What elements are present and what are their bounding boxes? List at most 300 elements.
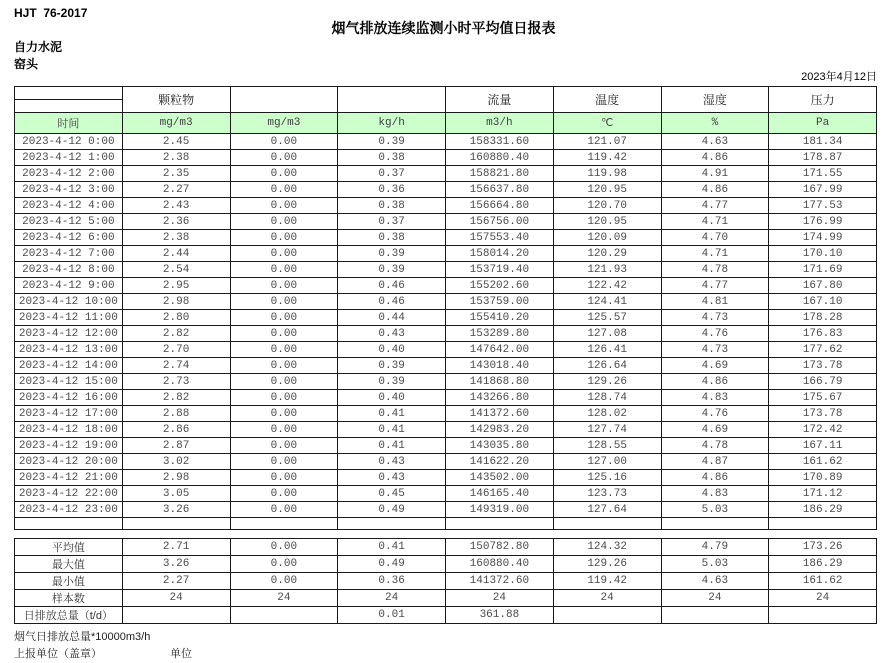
value-cell: 4.73 <box>661 310 769 326</box>
unit-label: 单位 <box>170 648 192 660</box>
value-cell: 158014.20 <box>446 246 554 262</box>
time-cell: 2023-4-12 0:00 <box>15 134 123 150</box>
spacer-cell <box>338 530 446 539</box>
value-cell: 2.87 <box>122 438 230 454</box>
value-cell: 167.11 <box>769 438 877 454</box>
table-row <box>15 134 877 150</box>
table-row <box>15 454 877 470</box>
spacer-row <box>15 530 877 539</box>
empty-cell <box>338 518 446 530</box>
summary-label: 最小值 <box>15 573 123 590</box>
value-cell: 0.43 <box>338 326 446 342</box>
value-cell: 0.46 <box>338 294 446 310</box>
time-cell: 2023-4-12 15:00 <box>15 374 123 390</box>
value-cell: 141868.80 <box>446 374 554 390</box>
value-cell: 127.08 <box>553 326 661 342</box>
column-group-header: 湿度 <box>661 87 769 113</box>
value-cell: 173.78 <box>769 358 877 374</box>
value-cell: 2.27 <box>122 182 230 198</box>
time-cell: 2023-4-12 23:00 <box>15 502 123 518</box>
value-cell: 177.62 <box>769 342 877 358</box>
value-cell: 141622.20 <box>446 454 554 470</box>
table-row <box>15 278 877 294</box>
value-cell: 0.38 <box>338 230 446 246</box>
value-cell: 0.00 <box>230 230 338 246</box>
column-unit-header: mg/m3 <box>122 113 230 134</box>
value-cell: 0.00 <box>230 166 338 182</box>
value-cell: 4.73 <box>661 342 769 358</box>
value-cell: 0.41 <box>338 438 446 454</box>
value-cell: 0.40 <box>338 390 446 406</box>
value-cell: 143035.80 <box>446 438 554 454</box>
value-cell: 2.95 <box>122 278 230 294</box>
value-cell: 120.70 <box>553 198 661 214</box>
value-cell: 119.98 <box>553 166 661 182</box>
value-cell: 155410.20 <box>446 310 554 326</box>
value-cell: 178.87 <box>769 150 877 166</box>
value-cell: 4.71 <box>661 246 769 262</box>
value-cell: 0.00 <box>230 198 338 214</box>
summary-value: 24 <box>338 590 446 607</box>
spacer-cell <box>661 530 769 539</box>
value-cell: 125.57 <box>553 310 661 326</box>
summary-value: 5.03 <box>661 556 769 573</box>
value-cell: 0.40 <box>338 342 446 358</box>
summary-value: 186.29 <box>769 556 877 573</box>
summary-label: 样本数 <box>15 590 123 607</box>
value-cell: 4.69 <box>661 358 769 374</box>
value-cell: 126.64 <box>553 358 661 374</box>
value-cell: 120.95 <box>553 214 661 230</box>
time-cell: 2023-4-12 10:00 <box>15 294 123 310</box>
value-cell: 174.99 <box>769 230 877 246</box>
value-cell: 172.42 <box>769 422 877 438</box>
table-row <box>15 310 877 326</box>
summary-value: 24 <box>769 590 877 607</box>
summary-value: 0.00 <box>230 556 338 573</box>
value-cell: 143018.40 <box>446 358 554 374</box>
value-cell: 146165.40 <box>446 486 554 502</box>
summary-value: 0.01 <box>338 607 446 624</box>
value-cell: 2.80 <box>122 310 230 326</box>
summary-value <box>230 607 338 624</box>
summary-value: 4.79 <box>661 539 769 556</box>
value-cell: 170.10 <box>769 246 877 262</box>
summary-value: 0.41 <box>338 539 446 556</box>
summary-value: 3.26 <box>122 556 230 573</box>
value-cell: 141372.60 <box>446 406 554 422</box>
value-cell: 2.38 <box>122 150 230 166</box>
value-cell: 0.00 <box>230 342 338 358</box>
value-cell: 125.16 <box>553 470 661 486</box>
value-cell: 153719.40 <box>446 262 554 278</box>
summary-value: 173.26 <box>769 539 877 556</box>
footer-note: 烟气日排放总量*10000m3/h <box>14 631 151 643</box>
value-cell: 156637.80 <box>446 182 554 198</box>
time-cell: 2023-4-12 4:00 <box>15 198 123 214</box>
column-unit-header: kg/h <box>338 113 446 134</box>
report-unit-label: 上报单位（盖章） <box>14 648 102 660</box>
summary-value <box>661 607 769 624</box>
value-cell: 122.42 <box>553 278 661 294</box>
value-cell: 2.45 <box>122 134 230 150</box>
summary-value: 24 <box>230 590 338 607</box>
value-cell: 4.78 <box>661 438 769 454</box>
time-cell: 2023-4-12 14:00 <box>15 358 123 374</box>
value-cell: 4.83 <box>661 486 769 502</box>
value-cell: 119.42 <box>553 150 661 166</box>
summary-label: 日排放总量（t/d） <box>15 607 123 624</box>
value-cell: 0.00 <box>230 390 338 406</box>
spacer-cell <box>122 530 230 539</box>
value-cell: 161.62 <box>769 454 877 470</box>
value-cell: 181.34 <box>769 134 877 150</box>
column-group-header: 流量 <box>446 87 554 113</box>
column-group-header <box>15 87 123 113</box>
column-group-header <box>230 87 338 113</box>
empty-cell <box>230 518 338 530</box>
time-cell: 2023-4-12 16:00 <box>15 390 123 406</box>
value-cell: 176.83 <box>769 326 877 342</box>
value-cell: 126.41 <box>553 342 661 358</box>
table-row <box>15 198 877 214</box>
value-cell: 173.78 <box>769 406 877 422</box>
table-row <box>15 502 877 518</box>
value-cell: 143502.00 <box>446 470 554 486</box>
table-row <box>15 358 877 374</box>
value-cell: 123.73 <box>553 486 661 502</box>
value-cell: 4.78 <box>661 262 769 278</box>
value-cell: 0.00 <box>230 374 338 390</box>
column-unit-header: Pa <box>769 113 877 134</box>
value-cell: 143266.80 <box>446 390 554 406</box>
value-cell: 0.00 <box>230 246 338 262</box>
time-cell: 2023-4-12 20:00 <box>15 454 123 470</box>
table-row <box>15 326 877 342</box>
empty-row <box>15 518 877 530</box>
column-unit-header: m3/h <box>446 113 554 134</box>
table-row <box>15 486 877 502</box>
empty-cell <box>15 518 123 530</box>
time-cell: 2023-4-12 18:00 <box>15 422 123 438</box>
value-cell: 3.02 <box>122 454 230 470</box>
table-row <box>15 406 877 422</box>
value-cell: 177.53 <box>769 198 877 214</box>
value-cell: 2.35 <box>122 166 230 182</box>
value-cell: 0.00 <box>230 150 338 166</box>
summary-value: 161.62 <box>769 573 877 590</box>
column-group-header <box>338 87 446 113</box>
value-cell: 129.26 <box>553 374 661 390</box>
column-unit-header: 时间 <box>15 113 123 134</box>
time-cell: 2023-4-12 8:00 <box>15 262 123 278</box>
empty-cell <box>661 518 769 530</box>
summary-value: 4.63 <box>661 573 769 590</box>
summary-value: 141372.60 <box>446 573 554 590</box>
column-group-header: 颗粒物 <box>122 87 230 113</box>
value-cell: 2.88 <box>122 406 230 422</box>
value-cell: 4.71 <box>661 214 769 230</box>
value-cell: 2.73 <box>122 374 230 390</box>
value-cell: 0.00 <box>230 438 338 454</box>
value-cell: 167.80 <box>769 278 877 294</box>
value-cell: 121.07 <box>553 134 661 150</box>
value-cell: 0.00 <box>230 214 338 230</box>
value-cell: 4.81 <box>661 294 769 310</box>
value-cell: 0.00 <box>230 134 338 150</box>
value-cell: 186.29 <box>769 502 877 518</box>
value-cell: 0.46 <box>338 278 446 294</box>
value-cell: 4.91 <box>661 166 769 182</box>
time-cell: 2023-4-12 11:00 <box>15 310 123 326</box>
summary-value: 119.42 <box>553 573 661 590</box>
time-cell: 2023-4-12 17:00 <box>15 406 123 422</box>
value-cell: 2.74 <box>122 358 230 374</box>
value-cell: 2.38 <box>122 230 230 246</box>
value-cell: 0.00 <box>230 502 338 518</box>
time-cell: 2023-4-12 2:00 <box>15 166 123 182</box>
value-cell: 0.37 <box>338 214 446 230</box>
value-cell: 4.86 <box>661 150 769 166</box>
summary-row <box>15 607 877 624</box>
value-cell: 2.44 <box>122 246 230 262</box>
value-cell: 167.99 <box>769 182 877 198</box>
standard-code: HJT 76-2017 <box>14 6 88 20</box>
value-cell: 4.83 <box>661 390 769 406</box>
value-cell: 171.12 <box>769 486 877 502</box>
summary-row <box>15 573 877 590</box>
table-row <box>15 438 877 454</box>
value-cell: 0.39 <box>338 246 446 262</box>
empty-cell <box>553 518 661 530</box>
summary-value: 24 <box>553 590 661 607</box>
table-row <box>15 262 877 278</box>
table-row <box>15 374 877 390</box>
column-group-header: 温度 <box>553 87 661 113</box>
value-cell: 0.00 <box>230 470 338 486</box>
value-cell: 120.09 <box>553 230 661 246</box>
time-cell: 2023-4-12 7:00 <box>15 246 123 262</box>
value-cell: 0.00 <box>230 406 338 422</box>
value-cell: 4.76 <box>661 326 769 342</box>
value-cell: 3.05 <box>122 486 230 502</box>
report-date: 2023年4月12日 <box>801 71 877 83</box>
time-cell: 2023-4-12 9:00 <box>15 278 123 294</box>
value-cell: 2.98 <box>122 294 230 310</box>
column-unit-header: mg/m3 <box>230 113 338 134</box>
spacer-cell <box>230 530 338 539</box>
value-cell: 0.36 <box>338 182 446 198</box>
value-cell: 0.39 <box>338 134 446 150</box>
summary-row <box>15 556 877 573</box>
summary-value: 2.71 <box>122 539 230 556</box>
value-cell: 0.37 <box>338 166 446 182</box>
spacer-cell <box>446 530 554 539</box>
summary-value: 124.32 <box>553 539 661 556</box>
value-cell: 2.70 <box>122 342 230 358</box>
value-cell: 128.02 <box>553 406 661 422</box>
table-row <box>15 230 877 246</box>
summary-value: 0.49 <box>338 556 446 573</box>
value-cell: 2.36 <box>122 214 230 230</box>
value-cell: 2.86 <box>122 422 230 438</box>
value-cell: 4.86 <box>661 470 769 486</box>
value-cell: 158331.60 <box>446 134 554 150</box>
table-row <box>15 246 877 262</box>
summary-value: 24 <box>446 590 554 607</box>
value-cell: 2.54 <box>122 262 230 278</box>
value-cell: 120.29 <box>553 246 661 262</box>
value-cell: 0.00 <box>230 262 338 278</box>
value-cell: 0.39 <box>338 358 446 374</box>
value-cell: 0.00 <box>230 278 338 294</box>
value-cell: 170.89 <box>769 470 877 486</box>
value-cell: 4.63 <box>661 134 769 150</box>
value-cell: 4.86 <box>661 374 769 390</box>
value-cell: 0.39 <box>338 374 446 390</box>
table-row <box>15 214 877 230</box>
time-cell: 2023-4-12 6:00 <box>15 230 123 246</box>
time-cell: 2023-4-12 5:00 <box>15 214 123 230</box>
value-cell: 128.74 <box>553 390 661 406</box>
value-cell: 166.79 <box>769 374 877 390</box>
value-cell: 0.38 <box>338 198 446 214</box>
value-cell: 4.87 <box>661 454 769 470</box>
value-cell: 128.55 <box>553 438 661 454</box>
column-unit-header: ℃ <box>553 113 661 134</box>
value-cell: 0.38 <box>338 150 446 166</box>
time-cell: 2023-4-12 19:00 <box>15 438 123 454</box>
column-group-header: 压力 <box>769 87 877 113</box>
header-split-line <box>15 87 122 100</box>
spacer-cell <box>15 530 123 539</box>
time-cell: 2023-4-12 13:00 <box>15 342 123 358</box>
summary-label: 最大值 <box>15 556 123 573</box>
value-cell: 157553.40 <box>446 230 554 246</box>
value-cell: 147642.00 <box>446 342 554 358</box>
value-cell: 171.55 <box>769 166 877 182</box>
time-cell: 2023-4-12 22:00 <box>15 486 123 502</box>
value-cell: 156756.00 <box>446 214 554 230</box>
value-cell: 0.00 <box>230 486 338 502</box>
value-cell: 176.99 <box>769 214 877 230</box>
summary-value <box>553 607 661 624</box>
table-row <box>15 422 877 438</box>
table-row <box>15 182 877 198</box>
table-row <box>15 390 877 406</box>
value-cell: 0.00 <box>230 358 338 374</box>
value-cell: 5.03 <box>661 502 769 518</box>
value-cell: 4.86 <box>661 182 769 198</box>
value-cell: 175.67 <box>769 390 877 406</box>
time-cell: 2023-4-12 3:00 <box>15 182 123 198</box>
value-cell: 121.93 <box>553 262 661 278</box>
column-unit-header: % <box>661 113 769 134</box>
value-cell: 127.00 <box>553 454 661 470</box>
table-row <box>15 342 877 358</box>
value-cell: 2.82 <box>122 326 230 342</box>
value-cell: 4.69 <box>661 422 769 438</box>
empty-cell <box>122 518 230 530</box>
summary-value: 129.26 <box>553 556 661 573</box>
value-cell: 127.74 <box>553 422 661 438</box>
summary-value: 0.36 <box>338 573 446 590</box>
value-cell: 4.76 <box>661 406 769 422</box>
value-cell: 0.41 <box>338 406 446 422</box>
summary-value: 24 <box>661 590 769 607</box>
value-cell: 0.44 <box>338 310 446 326</box>
summary-value: 2.27 <box>122 573 230 590</box>
spacer-cell <box>553 530 661 539</box>
summary-value: 24 <box>122 590 230 607</box>
value-cell: 0.00 <box>230 422 338 438</box>
value-cell: 153759.00 <box>446 294 554 310</box>
value-cell: 142983.20 <box>446 422 554 438</box>
report-table <box>14 86 877 624</box>
value-cell: 178.28 <box>769 310 877 326</box>
value-cell: 156664.80 <box>446 198 554 214</box>
value-cell: 153289.80 <box>446 326 554 342</box>
value-cell: 124.41 <box>553 294 661 310</box>
time-cell: 2023-4-12 1:00 <box>15 150 123 166</box>
table-row <box>15 166 877 182</box>
table-group-header-row <box>15 87 877 113</box>
value-cell: 0.00 <box>230 310 338 326</box>
value-cell: 0.00 <box>230 454 338 470</box>
value-cell: 0.00 <box>230 182 338 198</box>
value-cell: 2.82 <box>122 390 230 406</box>
value-cell: 0.49 <box>338 502 446 518</box>
value-cell: 171.69 <box>769 262 877 278</box>
table-row <box>15 150 877 166</box>
summary-value <box>769 607 877 624</box>
table-row <box>15 294 877 310</box>
value-cell: 0.43 <box>338 454 446 470</box>
empty-cell <box>769 518 877 530</box>
summary-value: 160880.40 <box>446 556 554 573</box>
spacer-cell <box>769 530 877 539</box>
value-cell: 120.95 <box>553 182 661 198</box>
monitoring-point: 窑头 <box>14 57 39 71</box>
value-cell: 4.77 <box>661 278 769 294</box>
value-cell: 0.43 <box>338 470 446 486</box>
summary-value: 0.00 <box>230 573 338 590</box>
value-cell: 155202.60 <box>446 278 554 294</box>
value-cell: 149319.00 <box>446 502 554 518</box>
time-cell: 2023-4-12 21:00 <box>15 470 123 486</box>
empty-cell <box>446 518 554 530</box>
value-cell: 2.98 <box>122 470 230 486</box>
summary-value: 150782.80 <box>446 539 554 556</box>
table-unit-header-row <box>15 113 877 134</box>
value-cell: 4.70 <box>661 230 769 246</box>
value-cell: 127.64 <box>553 502 661 518</box>
table-row <box>15 470 877 486</box>
value-cell: 167.10 <box>769 294 877 310</box>
value-cell: 0.00 <box>230 294 338 310</box>
value-cell: 158821.80 <box>446 166 554 182</box>
summary-value: 361.88 <box>446 607 554 624</box>
value-cell: 0.00 <box>230 326 338 342</box>
time-cell: 2023-4-12 12:00 <box>15 326 123 342</box>
summary-row <box>15 539 877 556</box>
value-cell: 0.39 <box>338 262 446 278</box>
value-cell: 160880.40 <box>446 150 554 166</box>
value-cell: 3.26 <box>122 502 230 518</box>
summary-row <box>15 590 877 607</box>
value-cell: 0.41 <box>338 422 446 438</box>
summary-value <box>122 607 230 624</box>
